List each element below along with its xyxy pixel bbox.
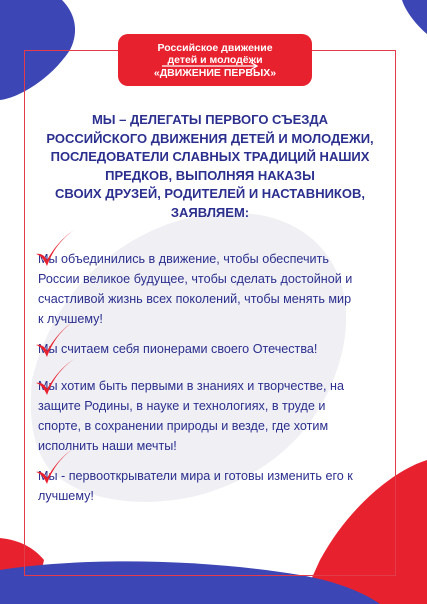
heading-line: ПРЕДКОВ, ВЫПОЛНЯЯ НАКАЗЫ	[105, 167, 315, 183]
paragraph-line: защите Родины, в науке и технологиях, в труде и	[38, 399, 326, 413]
heading-line: РОССИЙСКОГО ДВИЖЕНИЯ ДЕТЕЙ И МОЛОДЕЖИ,	[46, 130, 374, 146]
paragraph-line: спорте, в сохранении природы и везде, где хотим	[38, 419, 329, 433]
checkmark-icon	[32, 446, 76, 488]
paragraph-discoverers	[38, 466, 388, 506]
paragraph-line: лучшему!	[38, 489, 94, 503]
heading-line: ПОСЛЕДОВАТЕЛИ СЛАВНЫХ ТРАДИЦИЙ НАШИХ	[50, 149, 370, 164]
checkmark-icon	[32, 319, 76, 361]
paragraph-line: Мы считаем себя пионерами своего Отечества!	[38, 342, 318, 356]
badge-line-1: Российское движение	[157, 42, 273, 54]
corner-shape-blue-top-right	[402, 0, 427, 34]
badge-line-2: детей и молодёжи	[167, 54, 263, 66]
paragraph-line: России великое будущее, чтобы сделать достойной и	[38, 272, 353, 286]
checkmark-icon	[32, 357, 76, 399]
heading-line: СВОИХ ДРУЗЕЙ, РОДИТЕЛЕЙ И НАСТАВНИКОВ,	[55, 186, 365, 201]
paragraph-line: Мы объединились в движение, чтобы обеспечить	[38, 252, 329, 266]
paragraph-unity	[38, 249, 388, 329]
heading-line: ЗАЯВЛЯЕМ:	[170, 204, 250, 220]
paragraph-pioneers	[38, 339, 388, 359]
paragraph-line: к лучшему!	[38, 312, 103, 326]
checkmark-icon	[32, 228, 76, 270]
paragraph-line: Мы хотим быть первыми в знаниях и творчестве, на	[38, 379, 344, 393]
brand-badge	[118, 34, 312, 86]
paragraph-line: счастливой жизнь всех поколений, чтобы менять мир	[38, 292, 352, 306]
paragraph-first	[38, 376, 388, 456]
paragraph-line: Мы - первооткрыватели мира и готовы изменить его к	[38, 469, 353, 483]
declaration-heading	[40, 111, 380, 222]
paragraph-line: исполнить наши мечты!	[38, 439, 177, 453]
badge-line-3: «ДВИЖЕНИЕ ПЕРВЫХ»	[153, 67, 277, 79]
heading-line: МЫ – ДЕЛЕГАТЫ ПЕРВОГО СЪЕЗДА	[91, 112, 329, 127]
